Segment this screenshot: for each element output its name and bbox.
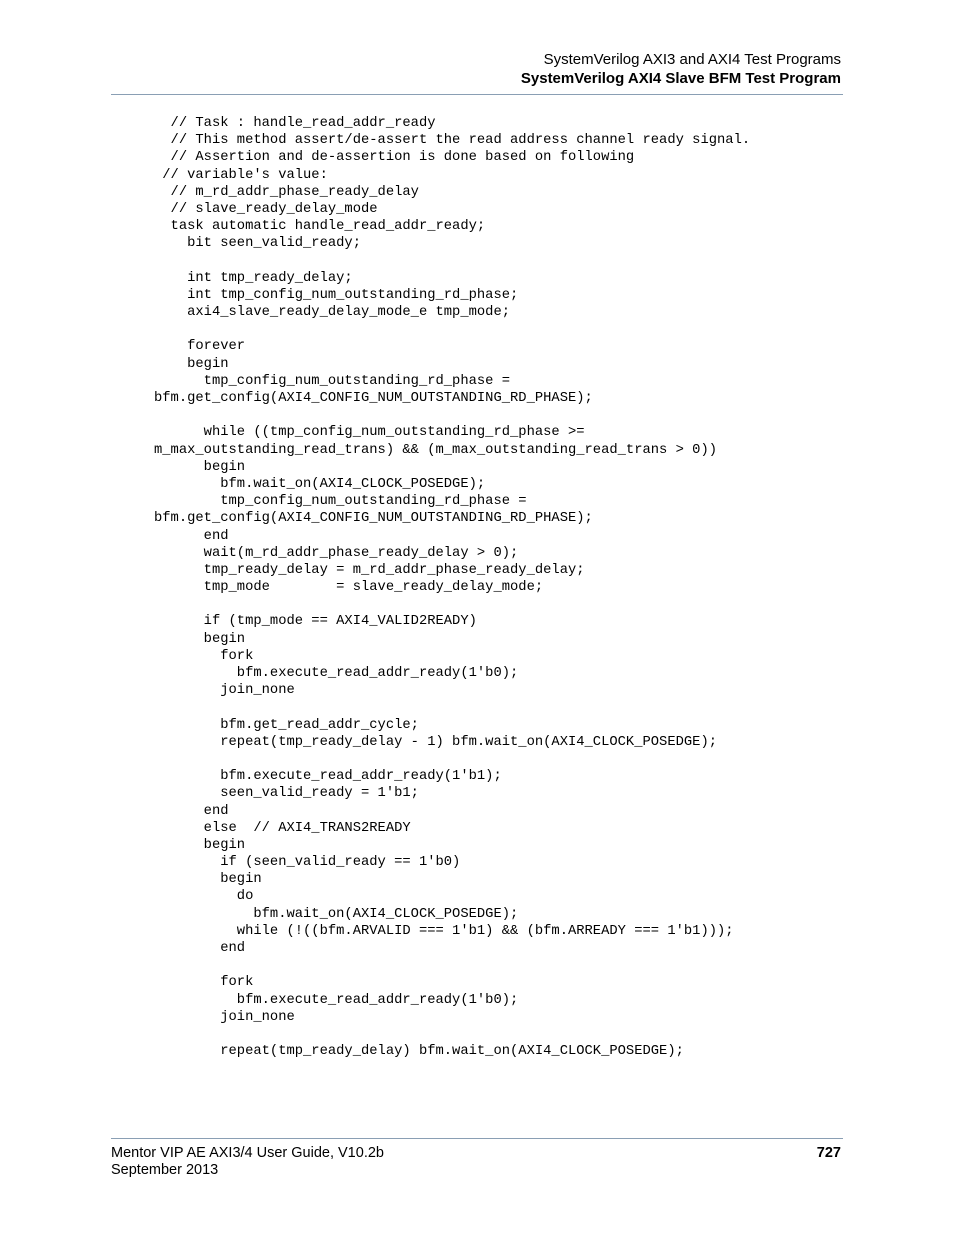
code-line: m_max_outstanding_read_trans) && (m_max_outstanding_read_trans > 0)) xyxy=(154,442,718,458)
code-line: begin xyxy=(154,459,246,475)
code-line: bfm.wait_on(AXI4_CLOCK_POSEDGE); xyxy=(154,476,486,492)
code-line: task automatic handle_read_addr_ready; xyxy=(154,219,486,235)
code-line: repeat(tmp_ready_delay) bfm.wait_on(AXI4_CLOCK_POSEDGE); xyxy=(154,1044,684,1060)
code-line: // variable's value: xyxy=(154,167,328,183)
code-line: tmp_config_num_outstanding_rd_phase = xyxy=(154,373,511,389)
code-line: bfm.get_config(AXI4_CONFIG_NUM_OUTSTANDING_RD_PHASE); xyxy=(154,511,593,527)
code-line: begin xyxy=(154,356,229,372)
code-line: bfm.execute_read_addr_ready(1'b0); xyxy=(154,666,519,681)
code-line: if (tmp_mode == AXI4_VALID2READY) xyxy=(154,614,477,630)
code-line: // Assertion and de-assertion is done based on following xyxy=(154,150,635,166)
code-line xyxy=(154,253,750,270)
code-line: repeat(tmp_ready_delay - 1) bfm.wait_on(AXI4_CLOCK_POSEDGE); xyxy=(154,734,718,750)
code-line: // m_rd_addr_phase_ready_delay xyxy=(154,184,419,200)
code-line: while ((tmp_config_num_outstanding_rd_phase >= xyxy=(154,425,585,441)
code-line: fork xyxy=(154,975,254,991)
code-line: tmp_mode = slave_ready_delay_mode; xyxy=(154,580,544,596)
header-section-title: SystemVerilog AXI4 Slave BFM Test Program xyxy=(520,70,841,87)
code-line xyxy=(154,1026,750,1043)
footer-guide-title: Mentor VIP AE AXI3/4 User Guide, V10.2b xyxy=(111,1145,384,1161)
code-line: bfm.get_config(AXI4_CONFIG_NUM_OUTSTANDING_RD_PHASE); xyxy=(154,391,593,406)
code-line xyxy=(154,751,750,768)
code-line xyxy=(154,596,750,613)
code-line: if (seen_valid_ready == 1'b0) xyxy=(154,855,461,871)
code-line: end xyxy=(154,528,229,544)
code-line xyxy=(154,407,750,424)
code-line: end xyxy=(154,941,246,956)
code-line xyxy=(154,957,750,974)
code-line: // slave_ready_delay_mode xyxy=(154,201,378,217)
code-line: fork xyxy=(154,648,254,664)
code-line: do xyxy=(154,889,254,905)
code-line: bfm.execute_read_addr_ready(1'b1); xyxy=(154,769,502,785)
code-line: seen_valid_ready = 1'b1; xyxy=(154,786,419,802)
code-line: end xyxy=(154,803,229,819)
code-line: bfm.execute_read_addr_ready(1'b0); xyxy=(154,992,519,1008)
code-line: // This method assert/de-assert the read address channel ready signal. xyxy=(154,133,751,149)
code-line: tmp_config_num_outstanding_rd_phase = xyxy=(154,494,527,510)
code-line: begin xyxy=(154,837,246,853)
code-line: forever xyxy=(154,339,246,355)
code-line: tmp_ready_delay = m_rd_addr_phase_ready_delay; xyxy=(154,562,585,578)
code-line xyxy=(154,321,750,338)
header-divider xyxy=(111,94,843,95)
code-line: begin xyxy=(154,631,246,647)
code-line: wait(m_rd_addr_phase_ready_delay > 0); xyxy=(154,545,519,561)
code-line: bit seen_valid_ready; xyxy=(154,236,361,252)
code-line: while (!((bfm.ARVALID === 1'b1) && (bfm.ARREADY === 1'b1))); xyxy=(154,923,734,939)
code-listing xyxy=(154,115,750,1060)
code-line: int tmp_ready_delay; xyxy=(154,270,353,286)
header-chapter-title: SystemVerilog AXI3 and AXI4 Test Programs xyxy=(543,51,841,68)
code-line: bfm.wait_on(AXI4_CLOCK_POSEDGE); xyxy=(154,906,519,922)
page-number: 727 xyxy=(816,1145,841,1161)
code-line: int tmp_config_num_outstanding_rd_phase; xyxy=(154,287,519,303)
code-line: join_none xyxy=(154,683,295,699)
code-line: axi4_slave_ready_delay_mode_e tmp_mode; xyxy=(154,305,511,321)
code-line: join_none xyxy=(154,1009,295,1025)
code-line: bfm.get_read_addr_cycle; xyxy=(154,717,419,733)
code-line: else // AXI4_TRANS2READY xyxy=(154,820,411,836)
code-line: // Task : handle_read_addr_ready xyxy=(154,116,436,131)
code-line xyxy=(154,699,750,716)
footer-divider xyxy=(111,1138,843,1139)
code-line: begin xyxy=(154,872,262,888)
footer-date: September 2013 xyxy=(111,1162,219,1178)
